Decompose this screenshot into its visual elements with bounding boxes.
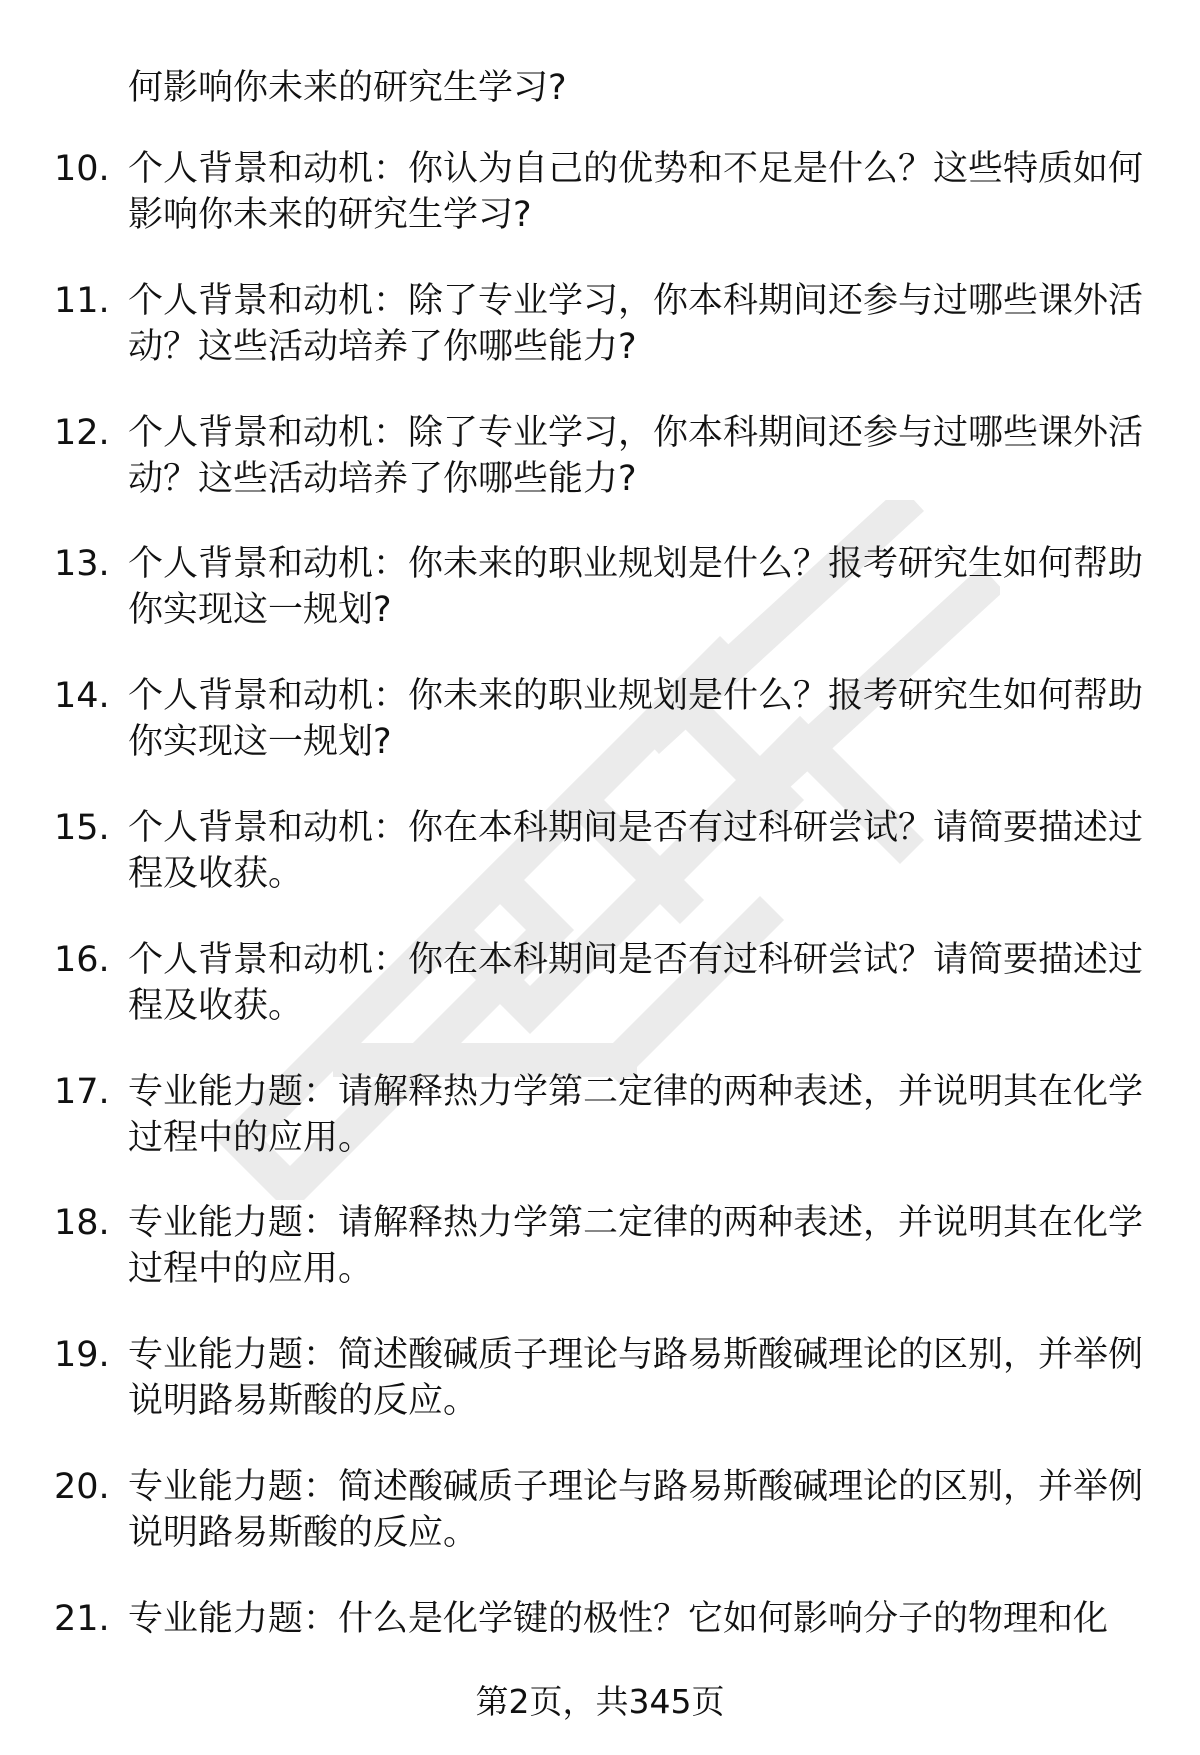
list-item bbox=[0, 937, 1200, 1029]
question-number: 13. bbox=[54, 544, 110, 585]
question-text: 个人背景和动机：除了专业学习，你本科期间还参与过哪些课外活动？这些活动培养了你哪些能力? bbox=[128, 280, 1144, 367]
continuation-line: 何影响你未来的研究生学习? bbox=[128, 68, 567, 108]
question-number: 19. bbox=[54, 1335, 110, 1376]
list-item bbox=[0, 1069, 1200, 1161]
question-number: 17. bbox=[54, 1071, 110, 1112]
list-item bbox=[0, 1200, 1200, 1292]
question-text: 专业能力题：请解释热力学第二定律的两种表述，并说明其在化学过程中的应用。 bbox=[128, 1203, 1144, 1290]
question-list bbox=[0, 146, 1200, 1728]
question-number: 16. bbox=[54, 939, 110, 980]
question-text: 个人背景和动机：你在本科期间是否有过科研尝试？请简要描述过程及收获。 bbox=[128, 807, 1144, 894]
question-text: 个人背景和动机：你在本科期间是否有过科研尝试？请简要描述过程及收获。 bbox=[128, 939, 1144, 1026]
list-item bbox=[0, 1464, 1200, 1556]
list-item bbox=[0, 673, 1200, 765]
question-text: 专业能力题：请解释热力学第二定律的两种表述，并说明其在化学过程中的应用。 bbox=[128, 1071, 1144, 1158]
question-number: 10. bbox=[54, 149, 110, 189]
question-number: 21. bbox=[54, 1598, 110, 1639]
question-number: 14. bbox=[54, 676, 110, 717]
list-item bbox=[0, 1596, 1200, 1688]
question-number: 15. bbox=[54, 807, 110, 848]
list-item bbox=[0, 805, 1200, 897]
question-number: 18. bbox=[54, 1203, 110, 1244]
question-text: 个人背景和动机：你认为自己的优势和不足是什么？这些特质如何影响你未来的研究生学习? bbox=[128, 149, 1144, 235]
list-item bbox=[0, 410, 1200, 502]
question-number: 11. bbox=[54, 280, 110, 321]
question-text: 专业能力题：简述酸碱质子理论与路易斯酸碱理论的区别，并举例说明路易斯酸的反应。 bbox=[128, 1466, 1144, 1553]
page-footer: 第2页，共345页 bbox=[475, 1682, 725, 1721]
list-item bbox=[0, 1332, 1200, 1424]
question-text: 个人背景和动机：除了专业学习，你本科期间还参与过哪些课外活动？这些活动培养了你哪些能力? bbox=[128, 412, 1144, 499]
list-item bbox=[0, 541, 1200, 633]
question-text: 个人背景和动机：你未来的职业规划是什么？报考研究生如何帮助你实现这一规划? bbox=[128, 676, 1144, 763]
question-text: 个人背景和动机：你未来的职业规划是什么？报考研究生如何帮助你实现这一规划? bbox=[128, 544, 1144, 631]
question-number: 20. bbox=[54, 1466, 110, 1507]
list-item bbox=[0, 146, 1200, 238]
list-item bbox=[0, 278, 1200, 370]
question-number: 12. bbox=[54, 412, 110, 453]
question-text: 专业能力题：简述酸碱质子理论与路易斯酸碱理论的区别，并举例说明路易斯酸的反应。 bbox=[128, 1335, 1144, 1422]
question-text: 专业能力题：什么是化学键的极性？它如何影响分子的物理和化 bbox=[128, 1598, 1109, 1639]
